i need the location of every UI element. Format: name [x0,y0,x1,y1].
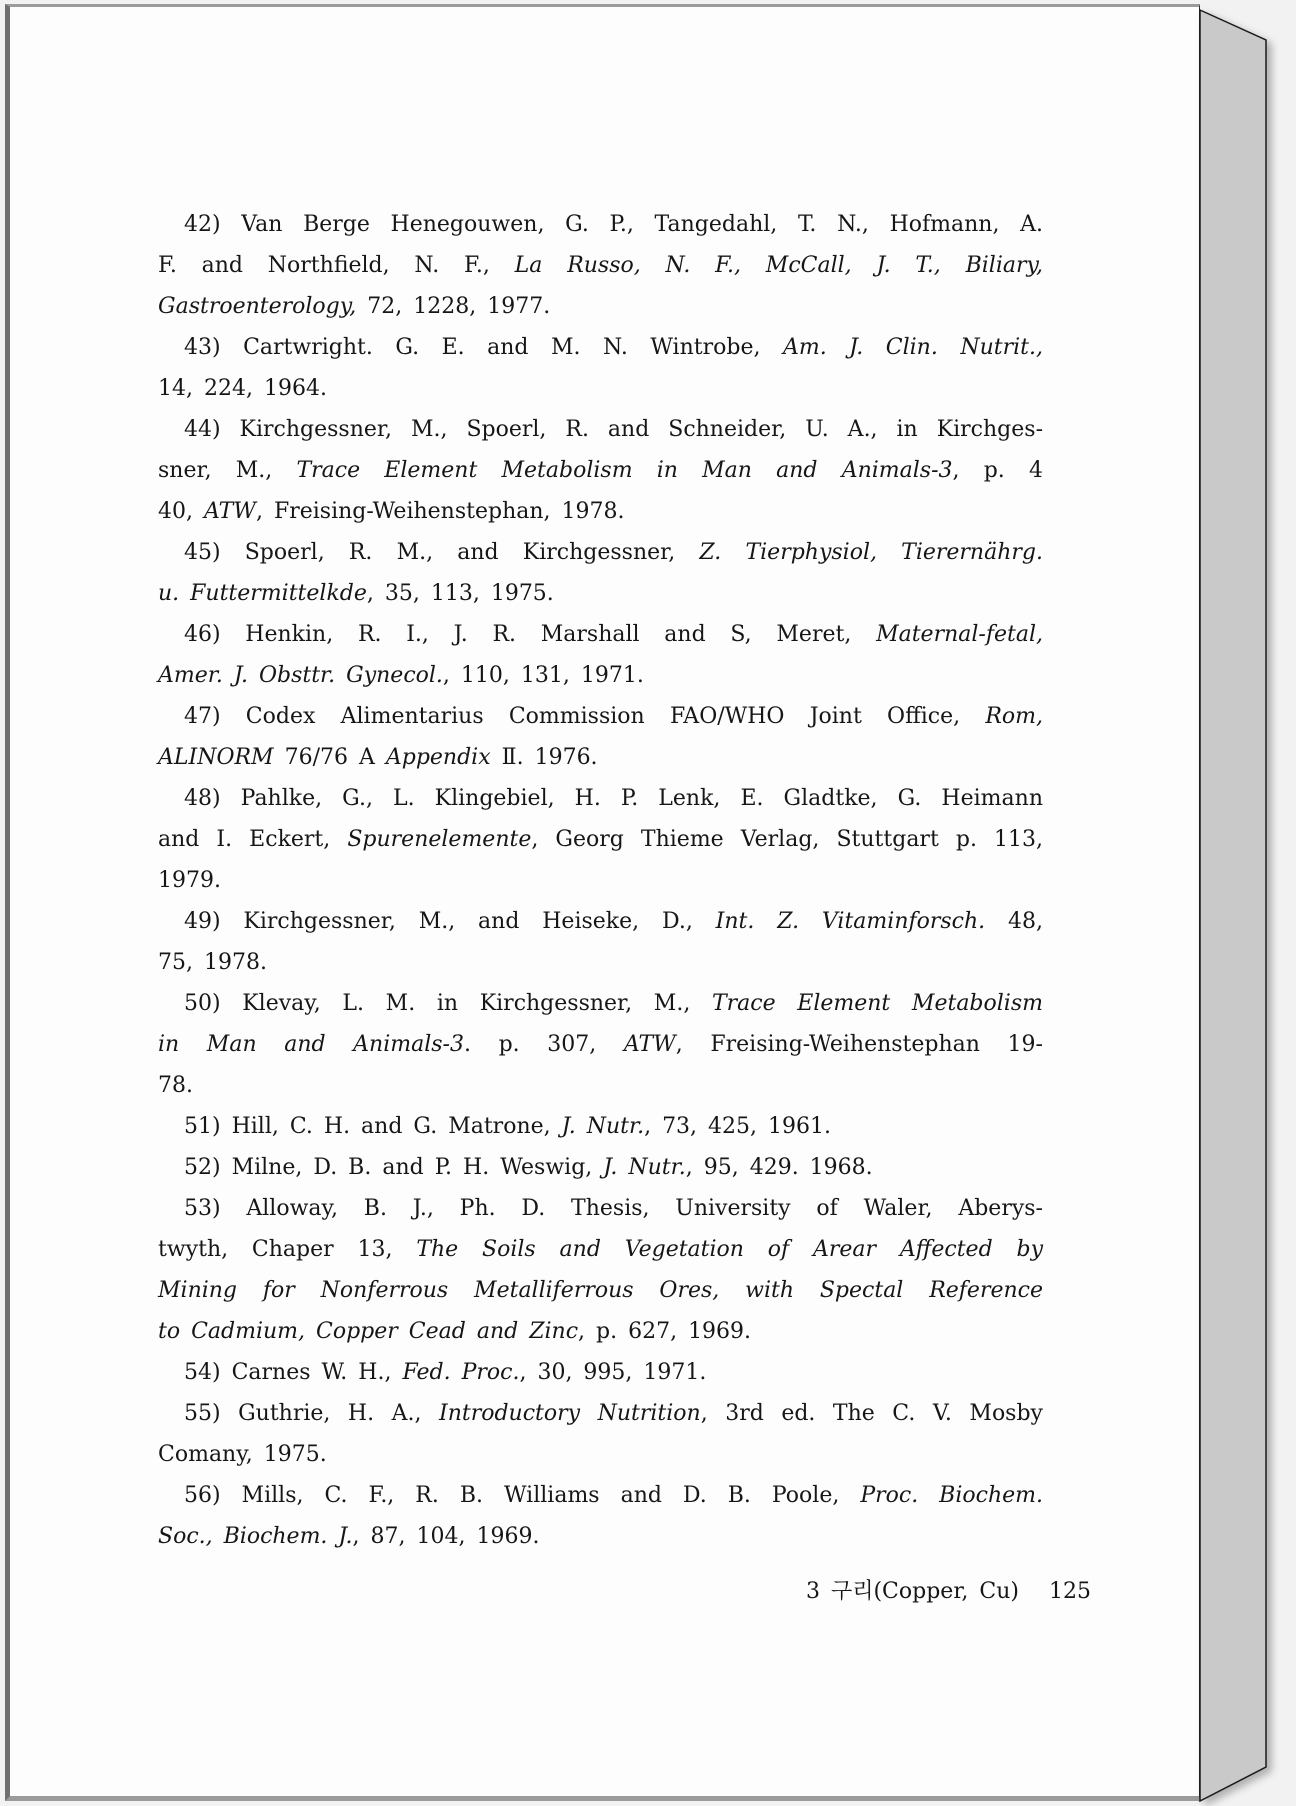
reference-text-segment: twyth, Chaper 13, [158,1237,417,1262]
reference-line [158,1188,1043,1229]
reference-text-segment: Comany, 1975. [158,1442,327,1467]
reference-text-segment: 42) Van Berge Henegouwen, G. P., Tangedahl, T. N., Hofmann, A. [184,212,1043,237]
reference-italic-segment: ATW [203,499,256,524]
reference-italic-segment: Trace Element Metabolism [711,991,1043,1016]
reference-text-segment: 75, 1978. [158,950,267,975]
reference-text-segment: 48) Pahlke, G., L. Klingebiel, H. P. Lenk, E. Gladtke, G. Heimann [184,786,1043,811]
reference-text-segment: 44) Kirchgessner, M., Spoerl, R. and Schneider, U. A., in Kirchges- [184,417,1043,442]
reference-line [158,245,1043,286]
reference-text-segment: , Freising-Weihenstephan, 1978. [255,499,625,524]
reference-text-segment: 43) Cartwright. G. E. and M. N. Wintrobe, [184,335,783,360]
reference-text-segment: and I. Eckert, [158,827,348,852]
reference-item [158,1393,1043,1475]
reference-line [158,450,1043,491]
reference-italic-segment: Trace Element Metabolism in Man and Animals-3 [296,458,953,483]
reference-line [158,614,1043,655]
reference-italic-segment: J. Nutr. [561,1114,645,1139]
reference-item [158,901,1043,983]
footer-page-number: 125 [1049,1579,1091,1604]
reference-text-segment: 76/76 A [273,745,386,770]
reference-line [158,655,1043,696]
reference-item [158,778,1043,901]
reference-text-segment: , Georg Thieme Verlag, Stuttgart p. 113, [531,827,1043,852]
reference-line [158,1024,1043,1065]
reference-line [158,737,1043,778]
reference-item [158,1147,1043,1188]
reference-line [158,327,1043,368]
reference-italic-segment: Fed. Proc. [402,1360,520,1385]
reference-text-segment: , 35, 113, 1975. [366,581,554,606]
reference-text-segment: , Freising-Weihenstephan 19- [675,1032,1043,1057]
reference-italic-segment: Spurenelemente [347,827,532,852]
reference-text-segment: , p. 4 [952,458,1043,483]
page-footer [806,1578,1091,1606]
reference-text-segment: 14, 224, 1964. [158,376,327,401]
reference-italic-segment: ATW [623,1032,676,1057]
reference-item [158,614,1043,696]
reference-italic-segment: to Cadmium, Copper Cead and Zinc [158,1319,579,1344]
reference-italic-segment: The Soils and Vegetation of Arear Affected by [416,1237,1043,1262]
reference-text-segment: 56) Mills, C. F., R. B. Williams and D. B. Poole, [184,1483,861,1508]
reference-line [158,901,1043,942]
reference-text-segment: , 3rd ed. The C. V. Mosby [700,1401,1043,1426]
reference-text-segment: 40, [158,499,204,524]
reference-text-segment: , 87, 104, 1969. [352,1524,540,1549]
reference-item [158,1188,1043,1352]
reference-italic-segment: Maternal-fetal, [876,622,1043,647]
reference-line [158,860,1043,901]
reference-text-segment: F. and Northfield, N. F., [158,253,515,278]
reference-italic-segment: Gastroenterology, [158,294,357,319]
reference-text-segment: Ⅱ. 1976. [490,745,598,770]
reference-item [158,1106,1043,1147]
reference-text-segment: , 95, 429. 1968. [685,1155,873,1180]
reference-line [158,573,1043,614]
reference-italic-segment: Z. Tierphysiol, Tierernährg. [699,540,1043,565]
reference-italic-segment: in Man and Animals-3 [158,1032,464,1057]
reference-text-segment: 51) Hill, C. H. and G. Matrone, [184,1114,562,1139]
reference-text-segment: 1979. [158,868,221,893]
reference-text-segment: , 30, 995, 1971. [519,1360,707,1385]
reference-italic-segment: Int. Z. Vitaminforsch. [715,909,986,934]
reference-italic-segment: Am. J. Clin. Nutrit., [782,335,1043,360]
reference-line [158,1270,1043,1311]
reference-item [158,1352,1043,1393]
reference-text-segment: 50) Klevay, L. M. in Kirchgessner, M., [184,991,712,1016]
reference-item [158,409,1043,532]
reference-line [158,1106,1043,1147]
reference-item [158,696,1043,778]
reference-text-segment: 55) Guthrie, H. A., [184,1401,440,1426]
reference-line [158,819,1043,860]
reference-text-segment: sner, M., [158,458,297,483]
reference-line [158,942,1043,983]
footer-chapter-label: 3 구리(Copper, Cu) [805,1579,1019,1604]
reference-line [158,1147,1043,1188]
reference-line [158,696,1043,737]
reference-line [158,1475,1043,1516]
reference-item [158,532,1043,614]
reference-italic-segment: Mining for Nonferrous Metalliferrous Ores, with Spectal Reference [158,1278,1043,1303]
reference-line [158,1229,1043,1270]
reference-italic-segment: Proc. Biochem. [860,1483,1043,1508]
reference-item [158,327,1043,409]
reference-text-segment: , p. 627, 1969. [578,1319,752,1344]
reference-line [158,983,1043,1024]
reference-line [158,1065,1043,1106]
reference-text-segment: 78. [158,1073,193,1098]
reference-item [158,1475,1043,1557]
reference-text-segment: , 73, 425, 1961. [644,1114,832,1139]
reference-italic-segment: J. Nutr. [603,1155,686,1180]
reference-italic-segment: Amer. J. Obsttr. Gynecol. [158,663,443,688]
reference-text-segment: 53) Alloway, B. J., Ph. D. Thesis, University of Waler, Aberys- [184,1196,1043,1221]
reference-line [158,1311,1043,1352]
reference-italic-segment: La Russo, N. F., McCall, J. T., Biliary, [514,253,1043,278]
reference-text-segment: 48, [985,909,1043,934]
reference-item [158,204,1043,327]
reference-text-segment: 46) Henkin, R. I., J. R. Marshall and S, Meret, [184,622,877,647]
reference-text-segment: 52) Milne, D. B. and P. H. Weswig, [184,1155,604,1180]
reference-italic-segment: Appendix [385,745,491,770]
reference-italic-segment: u. Futtermittelkde [158,581,367,606]
reference-line [158,778,1043,819]
reference-italic-segment: ALINORM [158,745,274,770]
reference-text-segment: 72, 1228, 1977. [356,294,551,319]
reference-line [158,1516,1043,1557]
reference-line [158,491,1043,532]
reference-line [158,532,1043,573]
reference-text-segment: 54) Carnes W. H., [184,1360,403,1385]
reference-line [158,368,1043,409]
reference-line [158,286,1043,327]
reference-text-segment: 45) Spoerl, R. M., and Kirchgessner, [184,540,700,565]
reference-text-segment: 49) Kirchgessner, M., and Heiseke, D., [184,909,716,934]
reference-item [158,983,1043,1106]
reference-italic-segment: Introductory Nutrition [439,1401,701,1426]
reference-italic-segment: Soc., Biochem. J. [158,1524,353,1549]
reference-line [158,204,1043,245]
references [158,204,1043,1557]
reference-text-segment: . p. 307, [463,1032,624,1057]
reference-italic-segment: Rom, [985,704,1043,729]
reference-line [158,1352,1043,1393]
reference-line [158,1393,1043,1434]
reference-line [158,1434,1043,1475]
reference-text-segment: 47) Codex Alimentarius Commission FAO/WHO Joint Office, [184,704,986,729]
reference-line [158,409,1043,450]
reference-text-segment: , 110, 131, 1971. [442,663,644,688]
